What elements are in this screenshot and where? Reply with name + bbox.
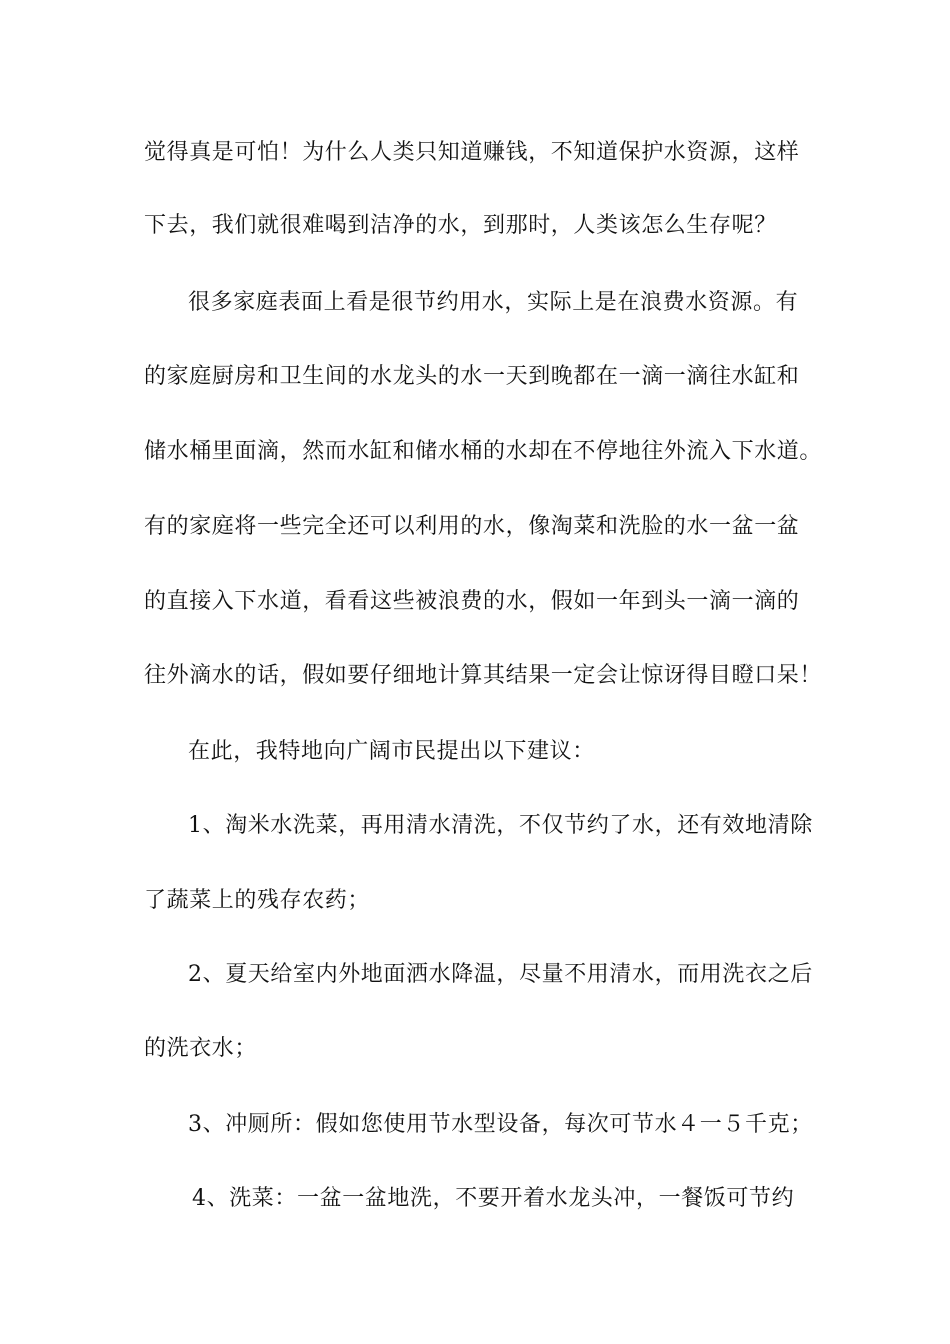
text-line: 觉得真是可怕！为什么人类只知道赚钱，不知道保护水资源，这样 xyxy=(144,140,800,165)
list-item-4-line: 4、洗菜：一盆一盆地洗，不要开着水龙头冲，一餐饭可节约 xyxy=(192,1186,795,1211)
list-item-2-line: 2、夏天给室内外地面洒水降温，尽量不用清水，而用洗衣之后 xyxy=(188,962,813,987)
list-item-3-line: 3、冲厕所：假如您使用节水型设备，每次可节水４一５千克； xyxy=(188,1112,813,1137)
text-line: 的家庭厨房和卫生间的水龙头的水一天到晚都在一滴一滴往水缸和 xyxy=(144,364,800,389)
text-line: 储水桶里面滴，然而水缸和储水桶的水却在不停地往外流入下水道。 xyxy=(144,439,823,464)
list-item-1-line: 1、淘米水洗菜，再用清水清洗，不仅节约了水，还有效地清除 xyxy=(188,813,813,838)
paragraph-start-line: 很多家庭表面上看是很节约用水，实际上是在浪费水资源。有 xyxy=(188,290,799,315)
text-line: 有的家庭将一些完全还可以利用的水，像淘菜和洗脸的水一盆一盆 xyxy=(144,514,800,539)
text-line: 的直接入下水道，看看这些被浪费的水，假如一年到头一滴一滴的 xyxy=(144,589,800,614)
text-line: 了蔬菜上的残存农药； xyxy=(144,888,371,913)
text-line: 的洗衣水； xyxy=(144,1036,258,1061)
text-line: 往外滴水的话，假如要仔细地计算其结果一定会让惊讶得目瞪口呆！ xyxy=(144,663,823,688)
paragraph-start-line: 在此，我特地向广阔市民提出以下建议： xyxy=(188,739,595,764)
text-line: 下去，我们就很难喝到洁净的水，到那时，人类该怎么生存呢？ xyxy=(144,213,777,238)
